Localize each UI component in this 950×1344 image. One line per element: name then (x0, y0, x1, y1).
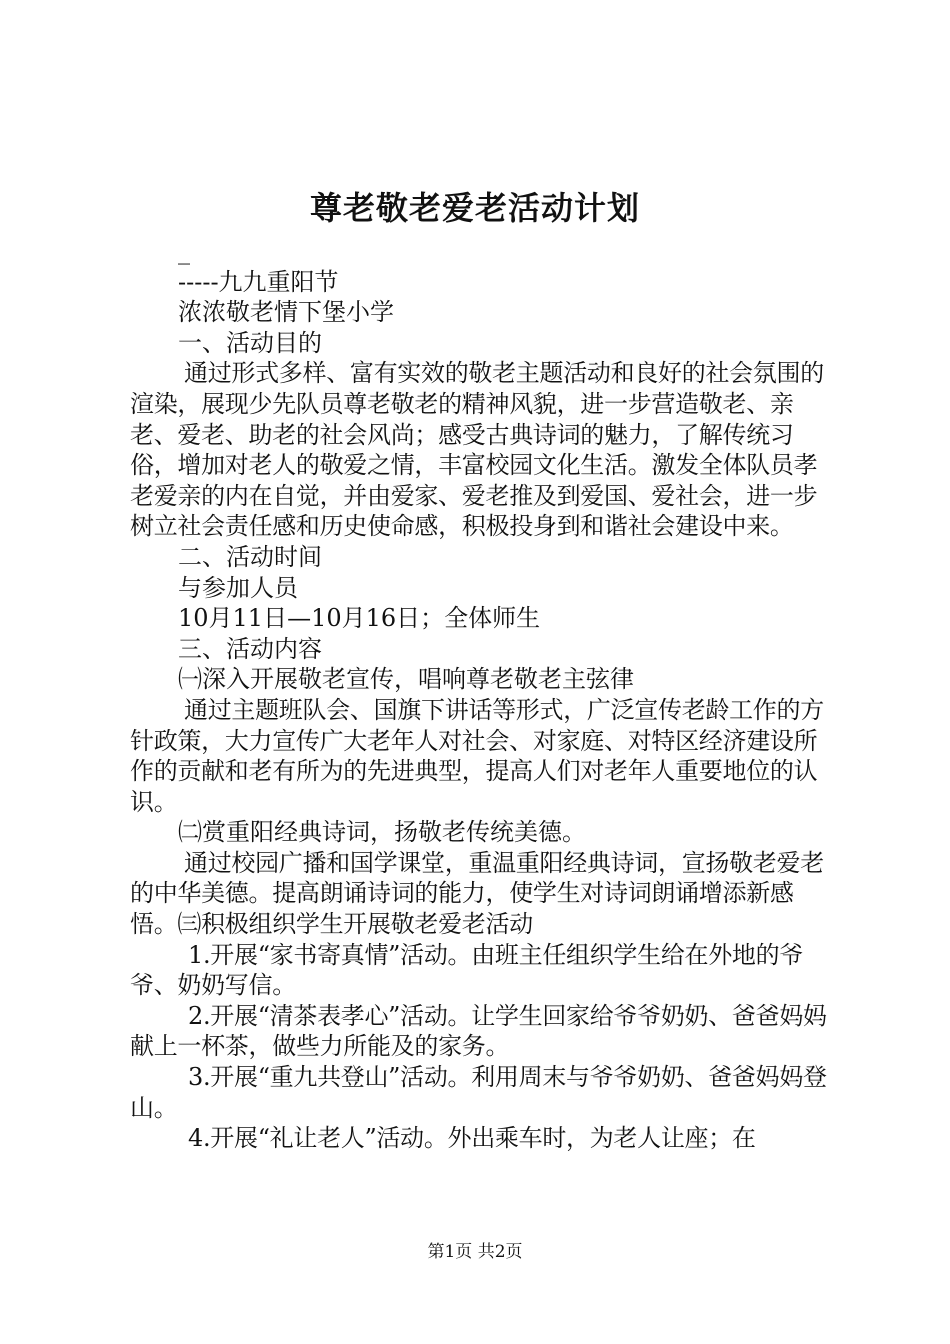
document-body (130, 236, 830, 1154)
list-item: 4.开展“礼让老人”活动。外出乘车时，为老人让座；在 (188, 1124, 756, 1153)
list-item: 3.开展“重九共登山”活动。利用周末与爷爷奶奶、爸爸妈妈登山。 (130, 1063, 827, 1122)
subsection-heading: ㈠深入开展敬老宣传，唱响尊老敬老主弦律 (178, 665, 634, 694)
document-title: 尊老敬老爱老活动计划 (309, 189, 640, 227)
paragraph: 浓浓敬老情下堡小学 (178, 298, 394, 327)
paragraph: _ (178, 237, 190, 265)
paragraph: 与参加人员 (178, 573, 298, 602)
paragraph: 通过校园广播和国学课堂，重温重阳经典诗词，宣扬敬老爱老的中华美德。提高朗诵诗词的能力，使学生对诗词朗诵增添新感悟。㈢积极组织学生开展敬老爱老活动 (130, 848, 824, 939)
paragraph: -----九九重阳节 (178, 267, 339, 296)
section-heading: 三、活动内容 (178, 634, 322, 663)
page-footer: 第1页 共2页 (427, 1242, 523, 1262)
list-item: 1.开展“家书寄真情”活动。由班主任组织学生给在外地的爷爷、奶奶写信。 (130, 940, 804, 1000)
paragraph: 通过主题班队会、国旗下讲话等形式，广泛宣传老龄工作的方针政策，大力宣传广大老年人对社会、对家庭、对特区经济建设所作的贡献和老有所为的先进典型，提高人们对老年人重要地位的认识。 (130, 695, 824, 816)
paragraph: 通过形式多样、富有实效的敬老主题活动和良好的社会氛围的渲染，展现少先队员尊老敬老的精神风貌，进一步营造敬老、亲老、爱老、助老的社会风尚；感受古典诗词的魅力，了解传统习俗，增加对老人的敬爱之情，丰富校园文化生活。激发全体队员孝老爱亲的内在自觉，并由爱家、爱老推及到爱国、爱社会，进一步树立社会责任感和历史使命感，积极投身到和谐社会建设中来。 (130, 359, 824, 541)
list-item: 2.开展“清茶表孝心”活动。让学生回家给爷爷奶奶、爸爸妈妈献上一杯茶，做些力所能及的家务。 (130, 1001, 827, 1061)
section-heading: 二、活动时间 (178, 542, 322, 571)
subsection-heading: ㈡赏重阳经典诗词，扬敬老传统美德。 (178, 818, 586, 847)
section-heading: 一、活动目的 (178, 328, 322, 357)
paragraph: 10月11日—10月16日；全体师生 (178, 604, 541, 633)
